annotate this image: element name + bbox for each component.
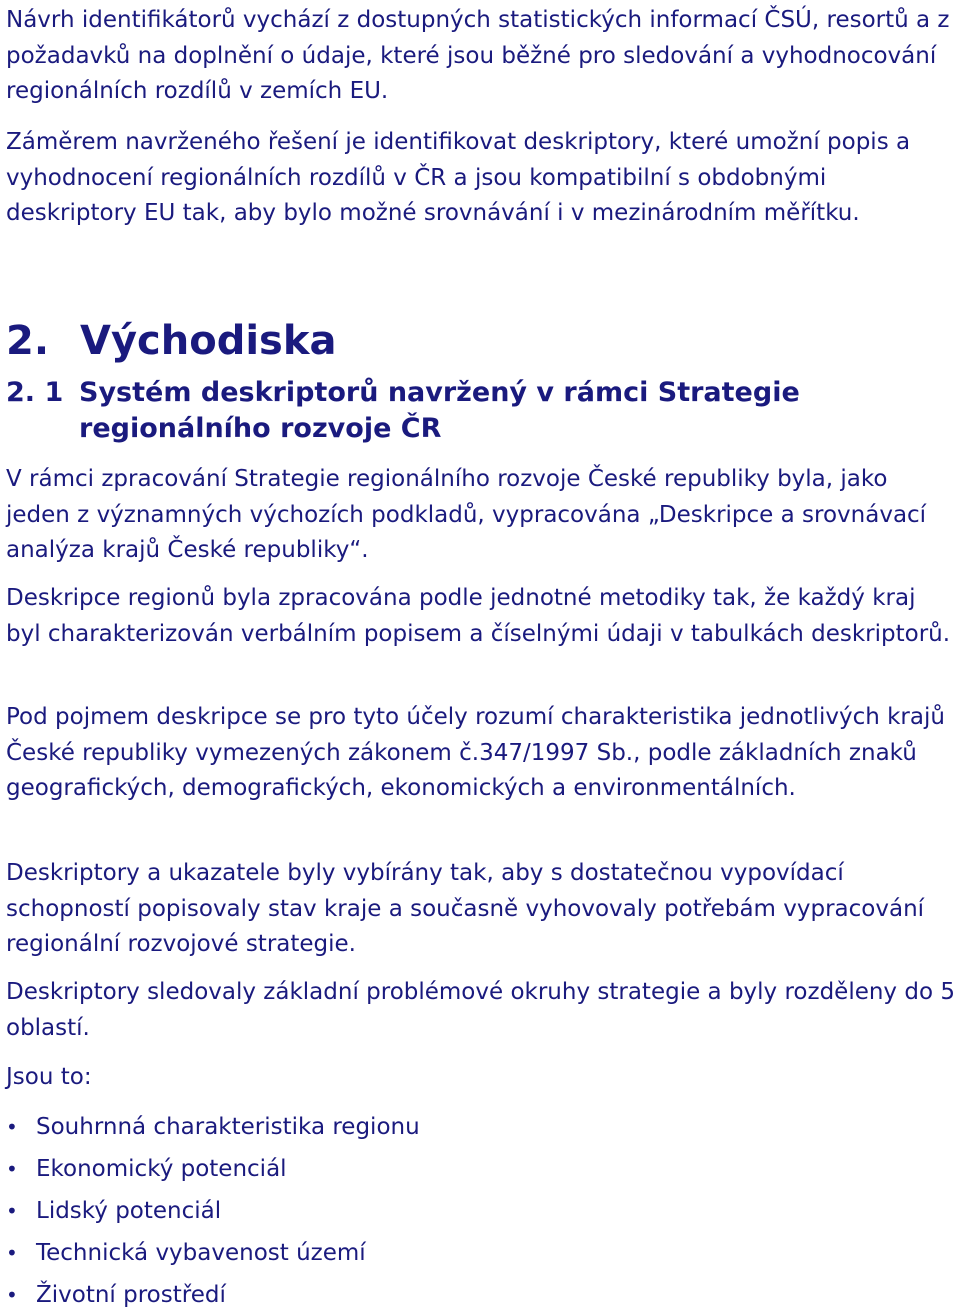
subsection-heading [6,375,956,447]
list-item [6,1190,420,1232]
bullet-icon: • [6,1283,18,1307]
list-intro: Jsou to: [6,1064,92,1090]
bullet-icon: • [6,1241,18,1265]
list-item [6,1232,420,1274]
subsection-number: 2. 1 [6,377,64,408]
subsection-title: Systém deskriptorů navržený v rámci Strategie regionálního rozvoje ČR [79,377,800,444]
section-title: Východiska [80,318,337,364]
body-paragraph-2: Deskripce regionů byla zpracována podle jednotné metodiky tak, že každý kraj byl charakterizován verbálním popisem a číselnými údaji v tabulkách deskriptorů. [6,585,951,647]
body-paragraph-4: Deskriptory a ukazatele byly vybírány tak, aby s dostatečnou vypovídací schopností popisovaly stav kraje a současně vyhovovaly potřebám vypracování regionální rozvojové strategie. [6,860,925,957]
bullet-icon: • [6,1115,18,1139]
body-paragraph-1: V rámci zpracování Strategie regionálního rozvoje České republiky byla, jako jeden z významných výchozích podkladů, vypracována „Deskripce a srovnávací analýza krajů České republiky“. [6,466,927,563]
list-item-label: Souhrnná charakteristika regionu [36,1114,420,1140]
list-item-label: Ekonomický potenciál [36,1156,287,1182]
body-paragraph-5: Deskriptory sledovaly základní problémové okruhy strategie a byly rozděleny do 5 oblastí. [6,979,955,1041]
list-item-label: Životní prostředí [36,1282,226,1308]
list-item [6,1148,420,1190]
list-item-label: Lidský potenciál [36,1198,222,1224]
list-item [6,1106,420,1148]
list-item-label: Technická vybavenost území [36,1240,366,1266]
intro-paragraph-2: Záměrem navrženého řešení je identifikovat deskriptory, které umožní popis a vyhodnocení regionálních rozdílů v ČR a jsou kompatibilní s obdobnými deskriptory EU tak, aby bylo možné srovnávání i v mezinárodním měřítku. [6,129,911,226]
section-number: 2. [6,318,50,364]
section-heading [6,316,336,366]
bullet-icon: • [6,1199,18,1223]
area-list [6,1106,420,1316]
intro-paragraph-1: Návrh identifikátorů vychází z dostupných statistických informací ČSÚ, resortů a z požadavků na doplnění o údaje, které jsou běžné pro sledování a vyhodnocování regionálních rozdílů v zemích EU. [6,7,950,104]
bullet-icon: • [6,1157,18,1181]
body-paragraph-3: Pod pojmem deskripce se pro tyto účely rozumí charakteristika jednotlivých krajů České republiky vymezených zákonem č.347/1997 Sb., podle základních znaků geografických, demografických, ekonomických a environmentálních. [6,704,945,801]
list-item [6,1274,420,1316]
